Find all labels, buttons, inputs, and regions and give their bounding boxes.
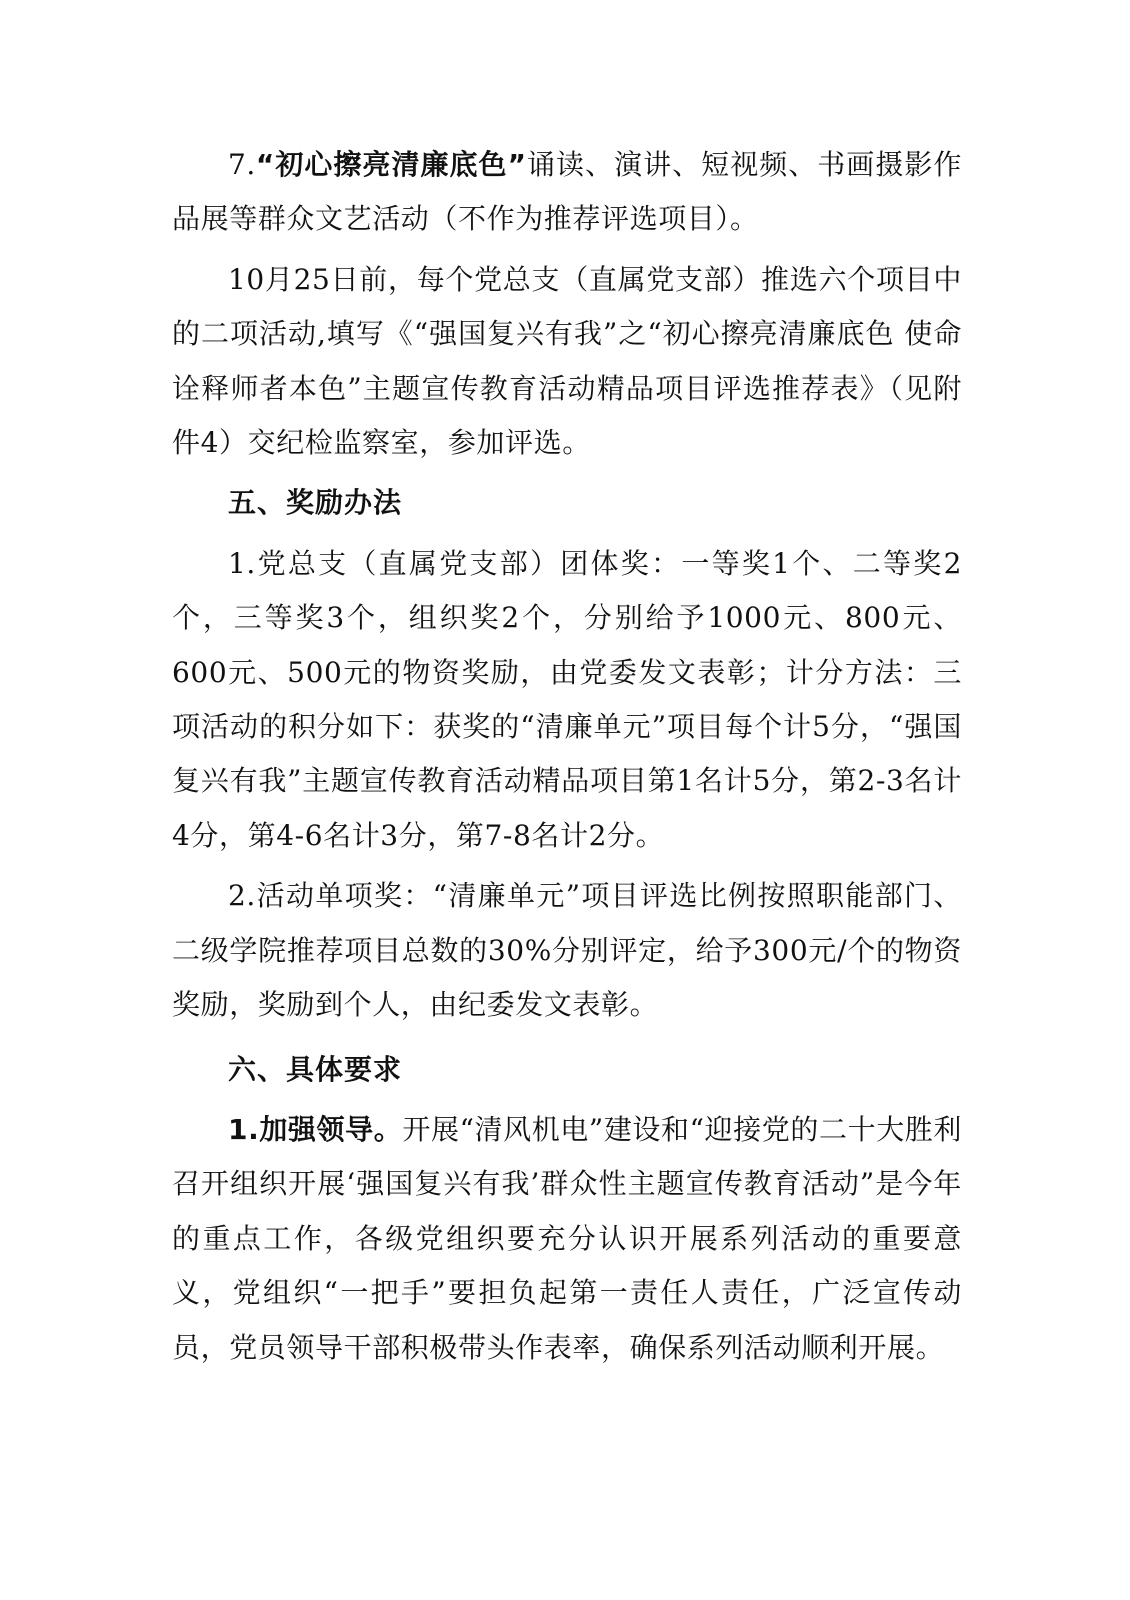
section-6-item-1 [172, 1103, 962, 1375]
document-page [172, 138, 962, 1375]
section-5-heading: 五、奖励办法 [228, 486, 403, 520]
item-7-text: 诵读、演讲、短视频、书画摄影作品展等群众文艺活动（不作为推荐评选项目）。 [172, 148, 962, 236]
section-6-item-1-title: 1.加强领导。 [228, 1112, 403, 1146]
item-7-paragraph [172, 138, 962, 247]
item-7-title: “初心擦亮清廉底色” [255, 148, 527, 181]
item-7-number: 7. [228, 148, 256, 181]
section-6-item-1-text: 开展“清风机电”建设和“迎接党的二十大胜利召开组织开展‘强国复兴有我’群众性主题宣传教育活动”是今年的重点工作，各级党组织要充分认识开展系列活动的重要意义，党组织“一把手”要担负起第一责任人责任，广泛宣传动员，党员领导干部积极带头作表率，确保系列活动顺利开展。 [172, 1112, 963, 1364]
section-5-item-2: 2.活动单项奖：“清廉单元”项目评选比例按照职能部门、二级学院推荐项目总数的30%分别评定，给予300元/个的物资奖励，奖励到个人，由纪委发文表彰。 [172, 879, 962, 1022]
deadline-paragraph: 10月25日前，每个党总支（直属党支部）推选六个项目中的二项活动,填写《“强国复兴有我”之“初心擦亮清廉底色 使命诠释师者本色”主题宣传教育活动精品项目评选推荐表》（见附件4）交纪检监察室，参加评选。 [172, 262, 962, 460]
section-5-item-1: 1.党总支（直属党支部）团体奖：一等奖1个、二等奖2个，三等奖3个，组织奖2个，分别给予1000元、800元、600元、500元的物资奖励，由党委发文表彰；计分方法：三项活动的积分如下：获奖的“清廉单元”项目每个计5分，“强国复兴有我”主题宣传教育活动精品项目第1名计5分，第2-3名计4分，第4-6名计3分，第7-8名计2分。 [172, 546, 962, 852]
section-6-heading: 六、具体要求 [228, 1052, 403, 1086]
